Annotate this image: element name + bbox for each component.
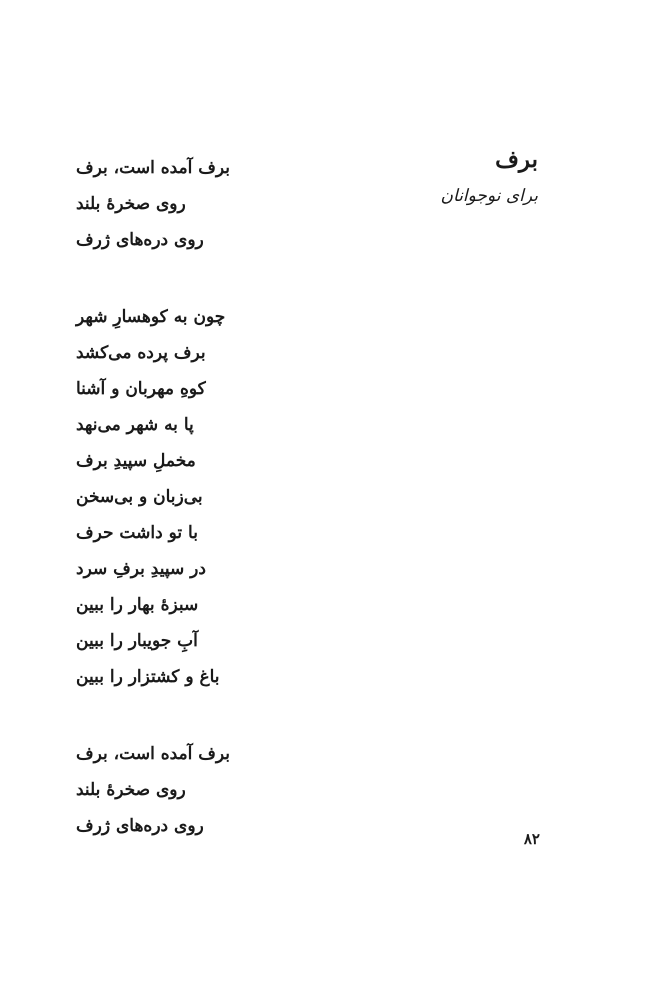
poem-line: با تو داشت حرف [76,523,198,543]
poem-line: کوهِ مهربان و آشنا [76,379,206,399]
poem-line: روی دره‌های ژرف [76,816,204,836]
poem-body [76,150,376,844]
stanza-2 [76,299,376,695]
poem-line: روی صخرهٔ بلند [76,194,186,214]
poem-line: روی دره‌های ژرف [76,230,204,250]
poem-line: مخملِ سپیدِ برف [76,451,196,471]
poem-title: برف [495,146,538,173]
poem-line: پا به شهر می‌نهد [76,415,194,435]
stanza-3 [76,736,376,844]
poem-line: برف آمده است، برف [76,158,231,178]
poem-line: برف آمده است، برف [76,744,231,764]
poem-line: در سپیدِ برفِ سرد [76,559,206,579]
poem-subtitle: برای نوجوانان [440,186,538,206]
poem-line: بی‌زبان و بی‌سخن [76,487,203,507]
poem-line: برف پرده می‌کشد [76,343,206,363]
page-number: ۸۲ [523,830,540,848]
stanza-1 [76,150,376,258]
poem-line: باغ و کشتزار را ببین [76,667,220,687]
poem-line: چون به کوهسارِ شهر [76,307,226,327]
poem-line: آبِ جویبار را ببین [76,631,198,651]
poem-line: روی صخرهٔ بلند [76,780,186,800]
poem-line: سبزهٔ بهار را ببین [76,595,199,615]
